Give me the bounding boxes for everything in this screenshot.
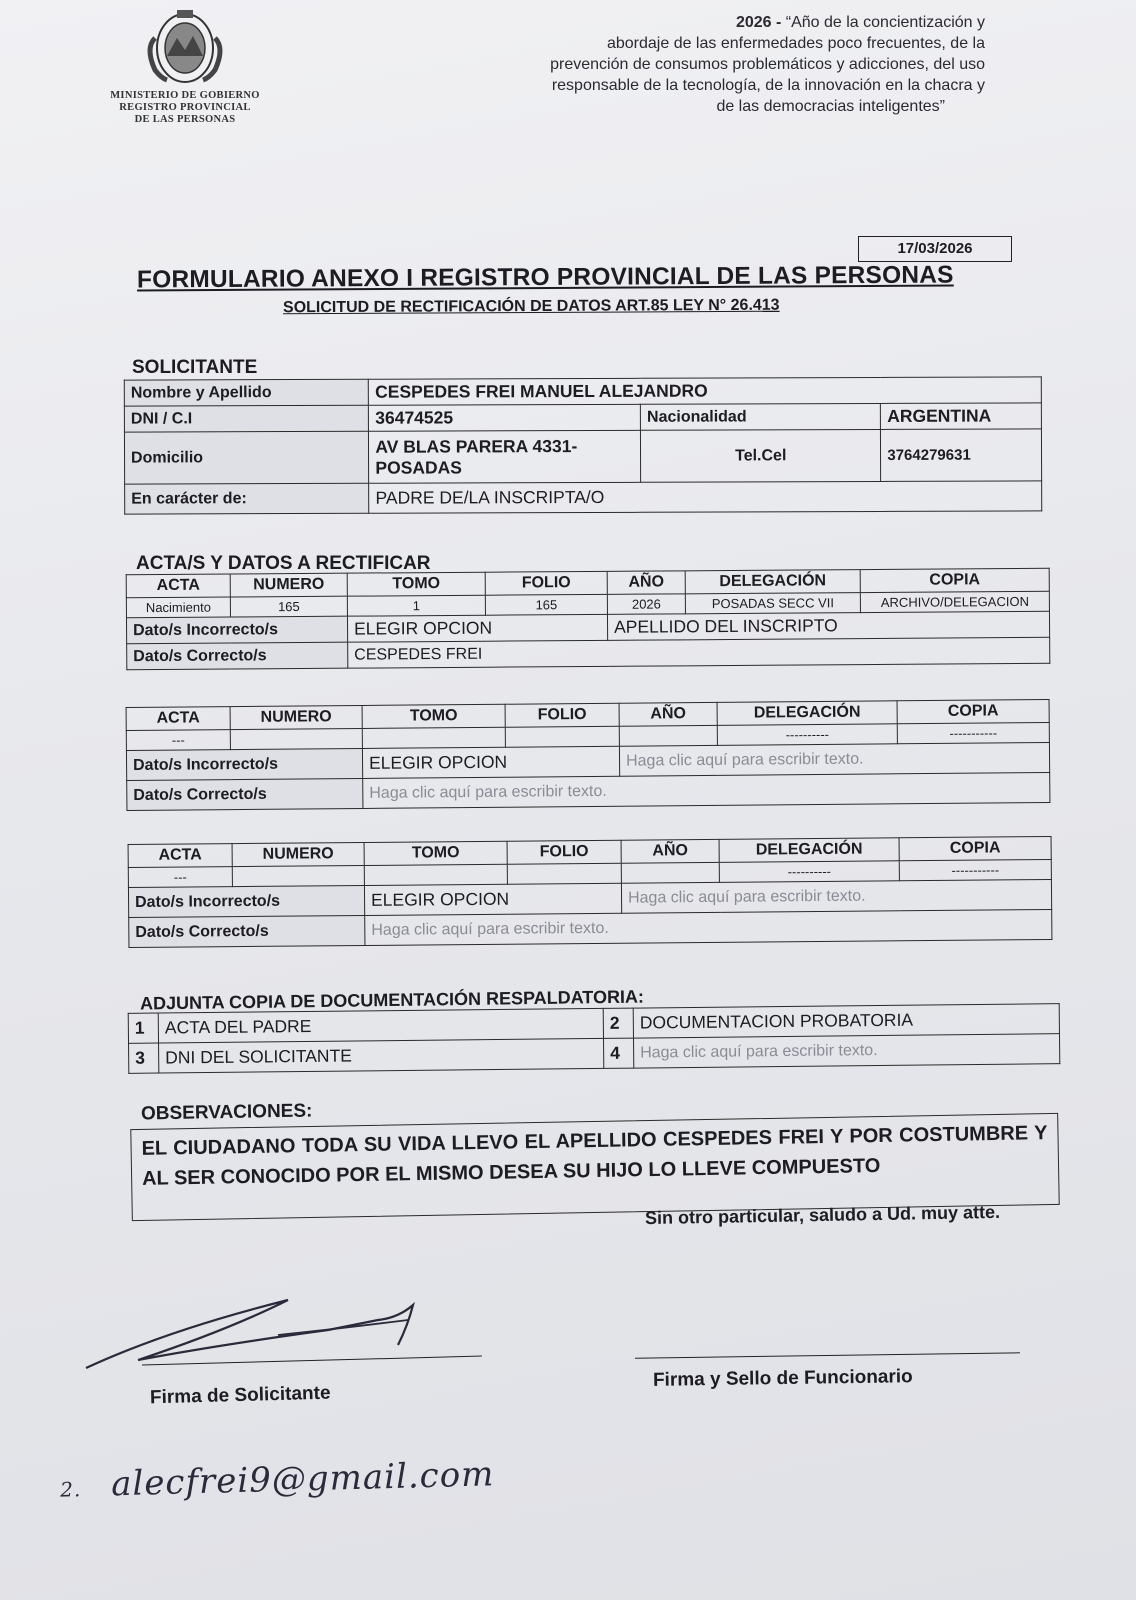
tomo-cell[interactable] [364,864,507,885]
copia-cell[interactable]: ARCHIVO/DELEGACION [860,591,1049,612]
motto-line-4: responsable de la tecnología, de la innovación en la chacra y [551,77,985,94]
adjunta-number-1: 1 [128,1013,158,1043]
handwritten-email-text: alecfrei9@gmail.com [110,1454,495,1505]
ministry-line-1: MINISTERIO DE GOBIERNO [110,90,260,101]
anio-cell[interactable] [621,862,719,883]
correct-label: Dato/s Correcto/s [129,915,365,947]
col-copia: COPIA [897,699,1049,723]
handwritten-email: 2. alecfrei9@gmail.com [59,1454,495,1505]
tomo-cell[interactable]: 1 [347,595,485,616]
ministry-line-2: REGISTRO PROVINCIAL [119,102,251,113]
acta-table-1 [126,568,1051,670]
address-field[interactable] [369,430,641,483]
official-signature-line [635,1352,1020,1358]
folio-cell[interactable]: 165 [485,594,607,615]
anio-cell[interactable] [619,725,717,746]
acta-type-cell[interactable]: --- [126,730,230,751]
correct-value-field[interactable]: CESPEDES FREI [348,637,1050,668]
numero-cell[interactable] [232,865,364,886]
observaciones-field[interactable]: EL CIUDADANO TODA SU VIDA LLEVO EL APELLIDO CESPEDES FREI Y POR COSTUMBRE Y AL SER CONOCIDO POR EL MISMO DESEA SU HIJO LO LLEVE COMPUESTO [130,1113,1059,1221]
adjunta-item-1[interactable]: ACTA DEL PADRE [158,1008,603,1043]
col-tomo: TOMO [362,704,505,728]
incorrect-value-field[interactable]: Haga clic aquí para escribir texto. [621,879,1051,913]
caracter-label: En carácter de: [125,483,369,514]
correct-label: Dato/s Correcto/s [127,642,348,670]
col-delegacion: DELEGACIÓN [719,838,899,863]
applicant-signature [78,1290,438,1380]
motto-line-3: prevención de consumos problemáticos y adicciones, del uso [550,56,985,73]
solicitante-table [124,376,1042,514]
acta-type-cell[interactable]: Nacimiento [126,597,230,618]
dni-field[interactable]: 36474525 [369,404,641,431]
year-motto [440,12,985,117]
official-signature-label: Firma y Sello de Funcionario [652,1366,913,1391]
col-anio: AÑO [621,839,719,863]
col-acta: ACTA [128,844,232,868]
caracter-field[interactable]: PADRE DE/LA INSCRIPTA/O [369,481,1042,513]
anio-cell[interactable]: 2026 [607,594,685,615]
tomo-cell[interactable] [362,727,505,748]
col-tomo: TOMO [364,841,507,865]
tel-field[interactable]: 3764279631 [881,429,1042,482]
motto-line-2: abordaje de las enfermedades poco frecuentes, de la [606,35,985,52]
adjunta-number-4: 4 [603,1038,633,1068]
form-title: FORMULARIO ANEXO I REGISTRO PROVINCIAL DE LAS PERSONAS [136,261,954,294]
adjunta-heading: ADJUNTA COPIA DE DOCUMENTACIÓN RESPALDATORIA: [139,986,645,1014]
folio-cell[interactable] [505,726,619,747]
form-subtitle: SOLICITUD DE RECTIFICACIÓN DE DATOS ART.85 LEY N° 26.413 [282,296,780,317]
col-numero: NUMERO [232,842,364,866]
acta-table-3 [128,836,1053,948]
incorrect-option-select[interactable]: ELEGIR OPCION [347,614,607,642]
numero-cell[interactable] [230,728,362,749]
address-line-1: AV BLAS PARERA 4331- [375,435,578,457]
ministry-logo [100,8,270,126]
adjunta-number-3: 3 [129,1043,159,1073]
col-folio: FOLIO [505,703,619,727]
folio-cell[interactable] [507,863,621,884]
incorrect-label: Dato/s Incorrecto/s [126,616,347,644]
adjunta-table [128,1003,1061,1074]
observaciones-heading: OBSERVACIONES: [140,1100,313,1125]
dni-label: DNI / C.I [124,405,368,432]
motto-line-1: “Año de la concientización y [785,14,985,31]
incorrect-option-select[interactable]: ELEGIR OPCION [364,883,621,915]
adjunta-item-3[interactable]: DNI DEL SOLICITANTE [159,1038,604,1073]
incorrect-value-field[interactable]: Haga clic aquí para escribir texto. [619,742,1049,776]
col-numero: NUMERO [230,573,347,597]
col-acta: ACTA [126,707,230,731]
tel-label: Tel.Cel [641,429,881,482]
copia-cell[interactable]: ----------- [897,722,1049,743]
correct-value-field[interactable]: Haga clic aquí para escribir texto. [365,909,1052,945]
adjunta-item-2[interactable]: DOCUMENTACION PROBATORIA [633,1004,1059,1038]
incorrect-option-select[interactable]: ELEGIR OPCION [362,746,619,778]
actas-heading: ACTA/S Y DATOS A RECTIFICAR [136,553,431,574]
provincial-seal-icon [137,8,233,90]
correct-label: Dato/s Correcto/s [127,778,363,810]
correct-value-field[interactable]: Haga clic aquí para escribir texto. [363,772,1050,808]
col-delegacion: DELEGACIÓN [717,701,897,726]
nationality-label: Nacionalidad [640,403,880,430]
delegacion-cell[interactable]: ---------- [717,724,897,746]
col-acta: ACTA [126,574,230,598]
delegacion-cell[interactable]: POSADAS SECC VII [685,593,860,614]
incorrect-label: Dato/s Incorrecto/s [126,748,362,780]
delegacion-cell[interactable]: ---------- [719,861,899,883]
ministry-line-3: DE LAS PERSONAS [134,114,236,125]
nationality-field[interactable]: ARGENTINA [881,403,1042,430]
incorrect-label: Dato/s Incorrecto/s [128,885,364,917]
col-folio: FOLIO [485,571,607,595]
motto-line-5: de las democracias inteligentes” [716,98,945,115]
col-tomo: TOMO [347,572,485,596]
incorrect-value-field[interactable]: APELLIDO DEL INSCRIPTO [607,611,1049,640]
col-anio: AÑO [619,702,717,726]
col-copia: COPIA [860,568,1049,592]
acta-type-cell[interactable]: --- [128,867,232,888]
col-anio: AÑO [607,571,685,595]
acta-table-2 [126,699,1051,811]
col-copia: COPIA [899,836,1051,860]
solicitante-heading: SOLICITANTE [132,357,258,378]
adjunta-item-4[interactable]: Haga clic aquí para escribir texto. [633,1034,1059,1068]
address-line-2: POSADAS [375,456,462,478]
col-folio: FOLIO [507,840,621,864]
col-numero: NUMERO [230,705,362,729]
name-label: Nombre y Apellido [124,379,368,406]
address-label: Domicilio [124,431,369,484]
closing-text: Sin otro particular, saludo a Ud. muy atte. [644,1201,1001,1229]
col-delegacion: DELEGACIÓN [685,570,860,594]
numero-cell[interactable]: 165 [230,596,347,617]
name-field[interactable]: CESPEDES FREI MANUEL ALEJANDRO [369,377,1042,405]
date-field[interactable]: 17/03/2026 [858,236,1012,262]
motto-year: 2026 - [735,14,782,31]
adjunta-number-2: 2 [603,1008,633,1038]
copia-cell[interactable]: ----------- [899,859,1051,880]
applicant-signature-label: Firma de Solicitante [149,1382,331,1409]
